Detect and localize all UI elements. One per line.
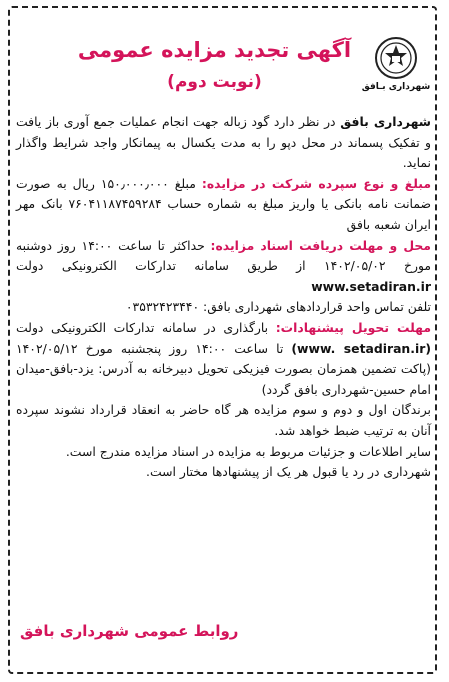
municipality-logo bbox=[361, 36, 431, 98]
deposit-text: مبلغ ۱۵۰٫۰۰۰٫۰۰۰ ریال به صورت ضمانت نامه بانکی یا واریز مبلغ به شماره حساب ۷۶۰۴۱۱۸۷۴۵۹۲۸۴ بانک مهر ایران شعبه بافق bbox=[16, 175, 431, 232]
notice-subtitle: (نوبت دوم) bbox=[167, 72, 262, 92]
other-info-paragraph: سایر اطلاعات و جزئیات مربوط به مزایده در اسناد مزایده مندرج است. bbox=[65, 443, 431, 459]
submission-heading: مهلت تحویل پیشنهادات: bbox=[275, 319, 432, 335]
submission-text-a: بارگذاری در سامانه تدارکات الکترونیکی دولت bbox=[16, 319, 276, 335]
documents-heading: محل و مهلت دریافت اسناد مزایده: bbox=[210, 237, 431, 253]
intro-paragraph bbox=[16, 112, 431, 174]
logo-caption: شهرداری بـافق bbox=[361, 82, 431, 92]
deposit-paragraph bbox=[16, 174, 431, 236]
submission-text-b: تا ساعت ۱۴:۰۰ روز پنجشنبه مورخ ۱۴۰۲/۰۵/۱۲ (پاکت تضمین همزمان بصورت فیزیکی تحویل دبیرخانه به آدرس: یزد-بافق-میدان امام حسین-شهرداری بافق گردد) bbox=[16, 340, 431, 397]
notice-header bbox=[10, 10, 439, 110]
submission-website-link[interactable]: (www. setadiran.ir) bbox=[291, 340, 431, 356]
documents-text: حداکثر تا ساعت ۱۴:۰۰ روز دوشنبه مورخ ۱۴۰۲/۰۵/۰۲ از طریق سامانه تدارکات الکترونیکی دولت bbox=[16, 237, 431, 274]
notice-body bbox=[16, 112, 431, 483]
winners-paragraph: برندگان اول و دوم و سوم مزایده هر گاه حاضر به انعقاد قرارداد نشوند سپرده آنان به ترتیب ضبط خواهد شد. bbox=[16, 402, 431, 438]
footer-signature: روابط عمومی شهرداری بافق bbox=[20, 622, 239, 640]
submission-paragraph bbox=[16, 318, 431, 400]
notice-title: آگهی تجدید مزایده عمومی bbox=[77, 38, 352, 62]
phone-paragraph: تلفن تماس واحد قراردادهای شهرداری بافق: ۰۳۵۳۲۴۲۳۴۴۰ bbox=[125, 299, 431, 315]
documents-paragraph bbox=[16, 236, 431, 298]
deposit-heading: مبلغ و نوع سپرده شرکت در مزایده: bbox=[201, 175, 431, 191]
rights-paragraph: شهرداری در رد یا قبول هر یک از پیشنهادها مختار است. bbox=[146, 464, 431, 480]
intro-text: در نظر دارد گود زباله جهت انجام عملیات جمع آوری باز یافت و تفکیک پسماند در محل دپو را به مدت یکسال به پیمانکار واجد شرایط واگذار نماید. bbox=[16, 114, 431, 171]
municipality-emblem-icon bbox=[374, 36, 418, 80]
documents-website-link[interactable]: www.setadiran.ir bbox=[311, 278, 431, 294]
intro-org: شهرداری بافق bbox=[340, 114, 431, 129]
